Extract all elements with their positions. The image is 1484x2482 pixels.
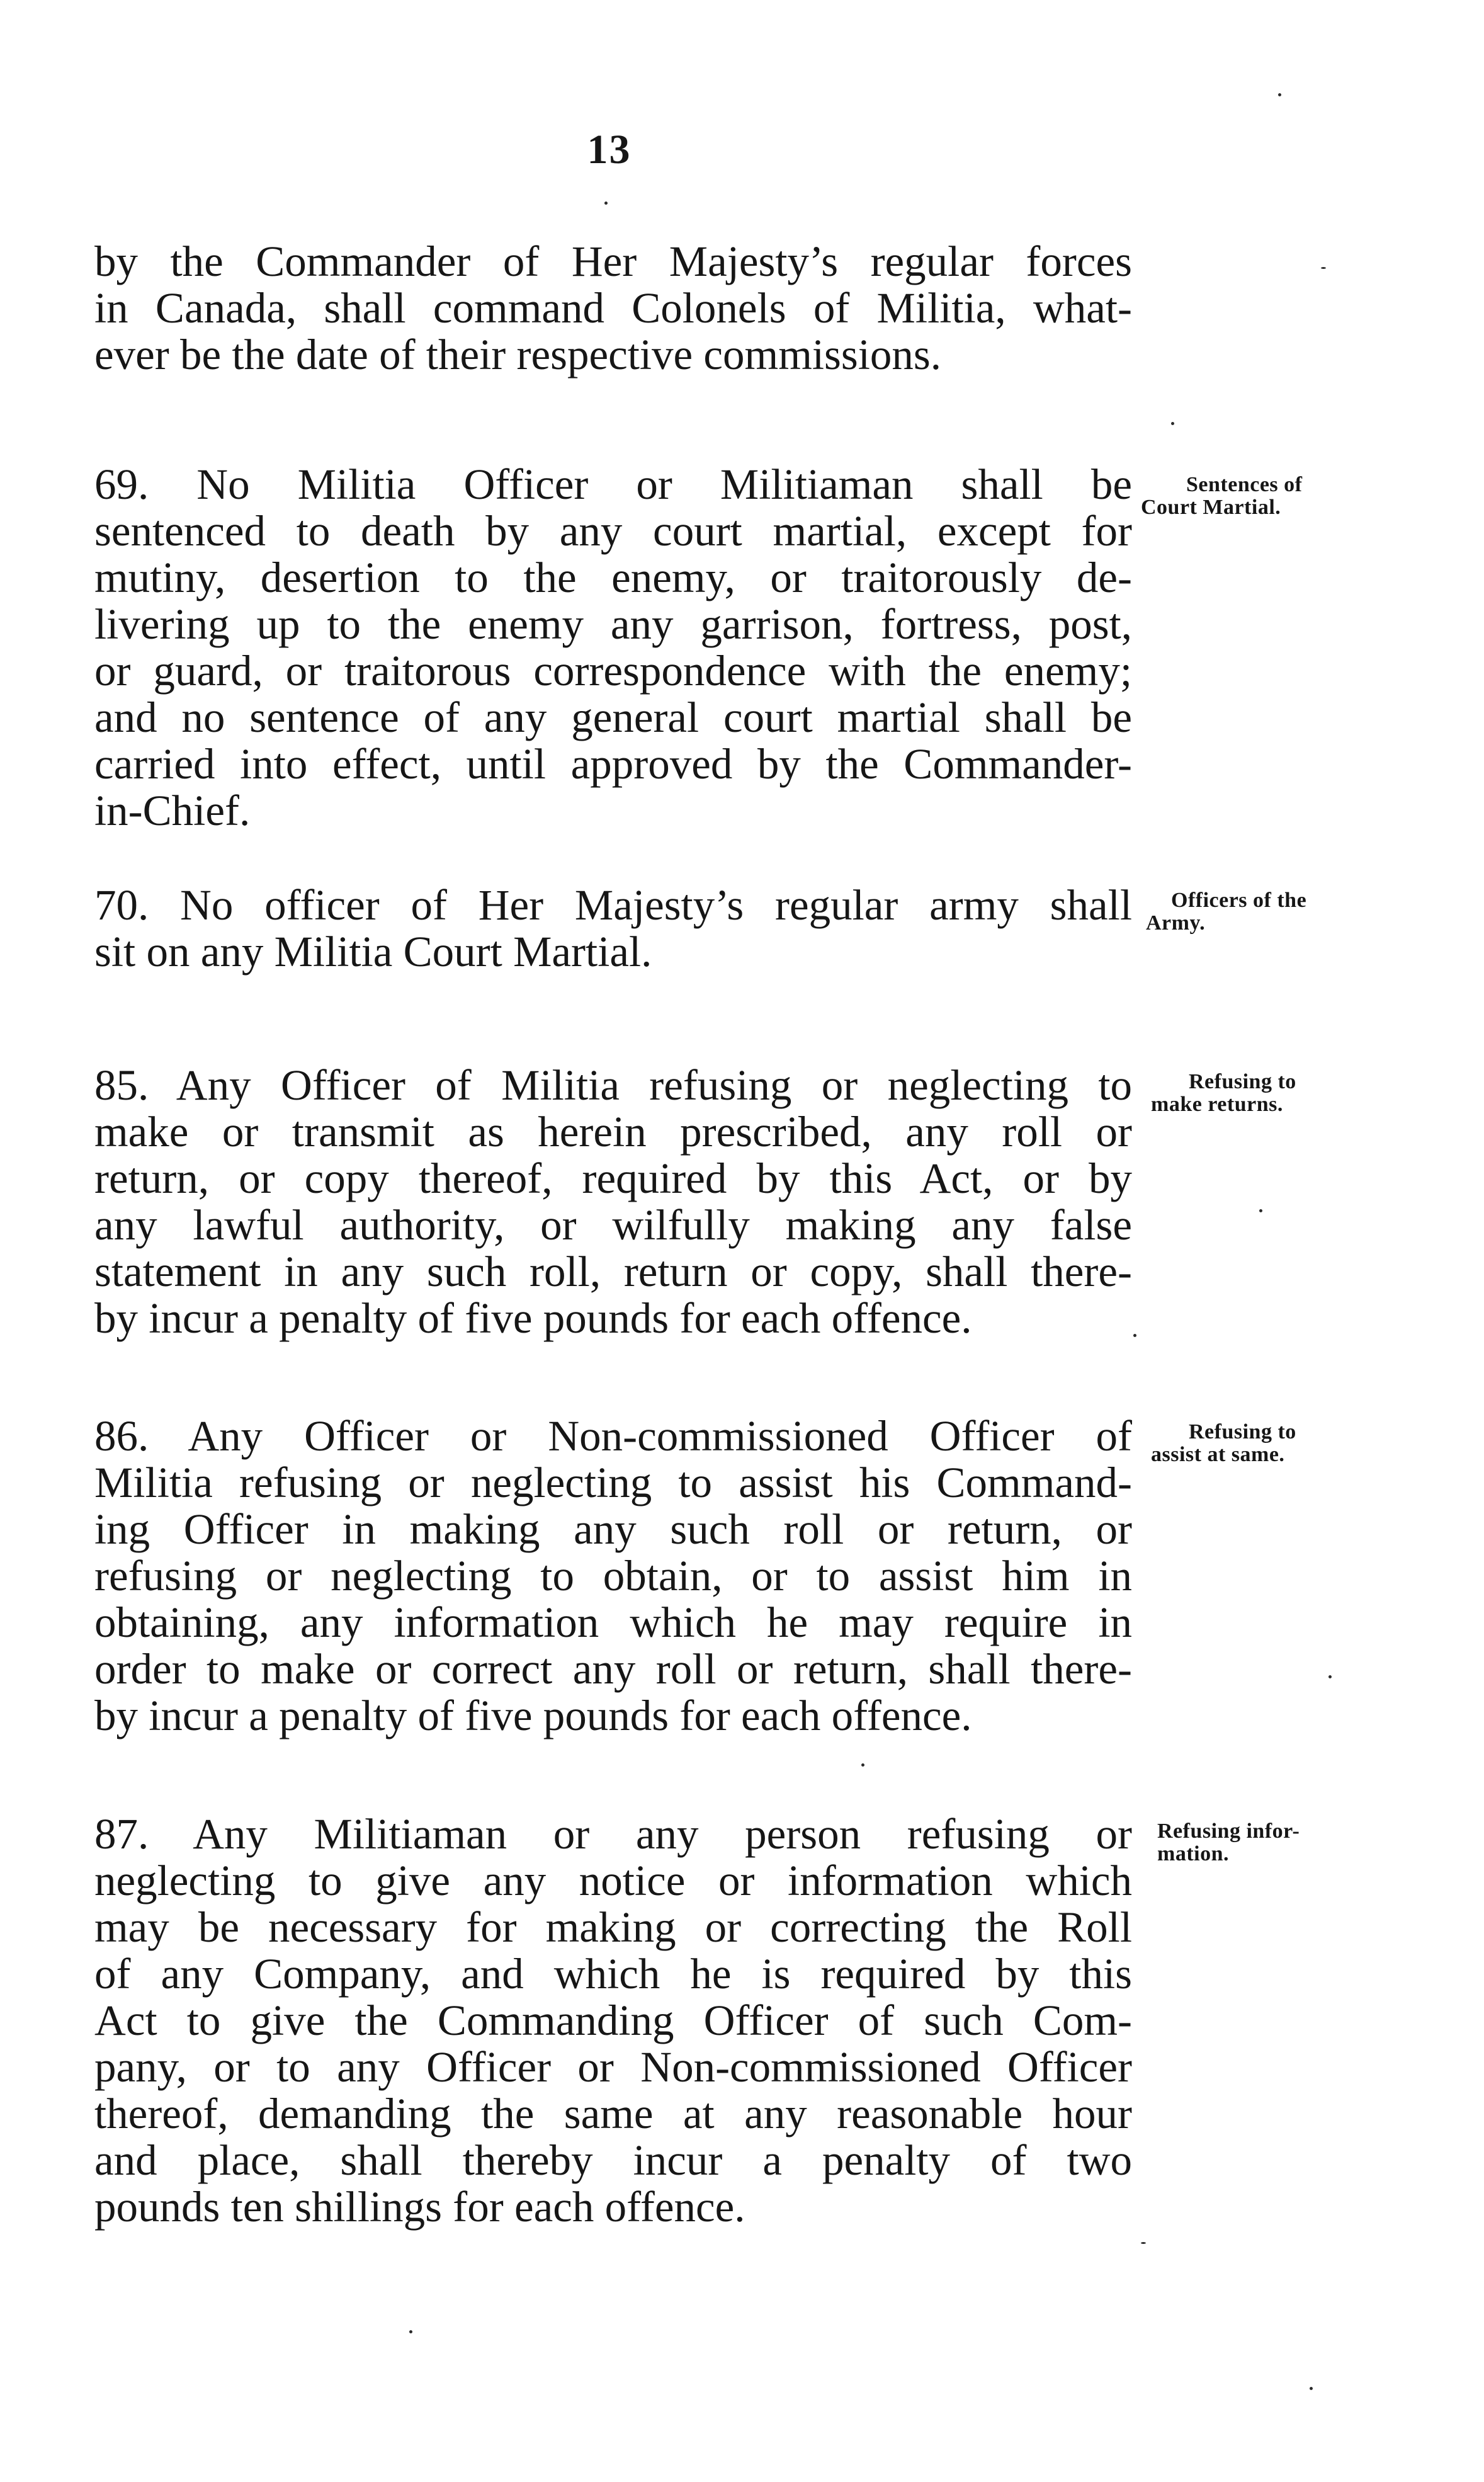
scan-speck bbox=[861, 1763, 864, 1767]
text-line: 87. Any Militiaman or any person refusing or bbox=[94, 1810, 1132, 1858]
paragraph-section-70 bbox=[94, 882, 1132, 975]
text-line: statement in any such roll, return or copy, shall there- bbox=[94, 1248, 1132, 1295]
margin-note-line: Officers of the bbox=[1171, 889, 1307, 912]
text-line: by incur a penalty of five pounds for each offence. bbox=[94, 1294, 972, 1342]
paragraph-section-69 bbox=[94, 461, 1132, 834]
text-line: pounds ten shillings for each offence. bbox=[94, 2183, 745, 2231]
paragraph-section-86 bbox=[94, 1413, 1132, 1739]
margin-note-line: Court Martial. bbox=[1141, 496, 1281, 519]
text-line: or guard, or traitorous correspondence with the enemy; bbox=[94, 647, 1132, 695]
scan-speck bbox=[1171, 422, 1174, 425]
text-line: order to make or correct any roll or return, shall there- bbox=[94, 1645, 1132, 1693]
scan-speck bbox=[1328, 1675, 1332, 1678]
margin-note-line: Refusing to bbox=[1189, 1420, 1296, 1443]
text-line: in-Chief. bbox=[94, 787, 251, 834]
scan-speck bbox=[1259, 1209, 1262, 1212]
text-line: in Canada, shall command Colonels of Militia, what- bbox=[94, 284, 1132, 332]
text-line: return, or copy thereof, required by this Act, or by bbox=[94, 1154, 1132, 1202]
scan-speck bbox=[1310, 2387, 1313, 2390]
scan-speck bbox=[1278, 93, 1281, 96]
text-line: sentenced to death by any court martial, except for bbox=[94, 507, 1132, 555]
text-line: Militia refusing or neglecting to assist his Command- bbox=[94, 1459, 1132, 1506]
text-line: mutiny, desertion to the enemy, or traitorously de- bbox=[94, 554, 1132, 601]
text-line: neglecting to give any notice or information which bbox=[94, 1857, 1132, 1904]
margin-note-line: Army. bbox=[1146, 911, 1206, 935]
margin-note-refusing-assist bbox=[1151, 1421, 1296, 1466]
paragraph-section-85 bbox=[94, 1062, 1132, 1341]
text-line: carried into effect, until approved by the Commander- bbox=[94, 740, 1132, 788]
scan-speck bbox=[1321, 267, 1326, 269]
text-line: obtaining, any information which he may require in bbox=[94, 1598, 1132, 1646]
scan-speck bbox=[1141, 2242, 1146, 2244]
margin-note-officers-of-army bbox=[1146, 889, 1306, 935]
text-line: and no sentence of any general court martial shall be bbox=[94, 693, 1132, 741]
text-line: 86. Any Officer or Non-commissioned Officer of bbox=[94, 1412, 1132, 1460]
scan-speck bbox=[1133, 1334, 1136, 1337]
paragraph-section-87 bbox=[94, 1811, 1132, 2230]
page-number: 13 bbox=[587, 127, 632, 173]
paragraph-continuation bbox=[94, 238, 1132, 378]
scan-speck bbox=[604, 202, 608, 205]
text-line: any lawful authority, or wilfully making any false bbox=[94, 1201, 1132, 1249]
text-line: sit on any Militia Court Martial. bbox=[94, 928, 652, 976]
text-line: Act to give the Commanding Officer of such Com- bbox=[94, 1996, 1132, 2044]
text-line: ever be the date of their respective commissions. bbox=[94, 331, 942, 379]
margin-note-refusing-returns bbox=[1151, 1071, 1296, 1116]
text-line: ing Officer in making any such roll or return, or bbox=[94, 1505, 1132, 1553]
margin-note-sentences bbox=[1141, 474, 1302, 519]
margin-note-line: mation. bbox=[1157, 1842, 1229, 1865]
margin-note-line: Refusing infor- bbox=[1157, 1819, 1300, 1843]
text-line: 69. No Militia Officer or Militiaman shall be bbox=[94, 460, 1132, 508]
text-line: by the Commander of Her Majesty’s regular forces bbox=[94, 237, 1132, 285]
scan-speck bbox=[409, 2330, 412, 2333]
margin-note-line: Sentences of bbox=[1186, 473, 1303, 496]
text-line: and place, shall thereby incur a penalty of two bbox=[94, 2136, 1132, 2184]
text-line: thereof, demanding the same at any reasonable hour bbox=[94, 2090, 1132, 2138]
text-line: by incur a penalty of five pounds for each offence. bbox=[94, 1692, 972, 1739]
text-line: livering up to the enemy any garrison, fortress, post, bbox=[94, 600, 1132, 648]
text-line: 70. No officer of Her Majesty’s regular army shall bbox=[94, 881, 1132, 929]
margin-note-line: Refusing to bbox=[1189, 1070, 1296, 1093]
text-line: pany, or to any Officer or Non-commissioned Officer bbox=[94, 2043, 1132, 2091]
text-line: of any Company, and which he is required by this bbox=[94, 1950, 1132, 1998]
text-line: make or transmit as herein prescribed, any roll or bbox=[94, 1108, 1132, 1156]
margin-note-line: assist at same. bbox=[1151, 1443, 1285, 1466]
margin-note-line: make returns. bbox=[1151, 1093, 1283, 1116]
margin-note-refusing-information bbox=[1157, 1820, 1300, 1865]
text-line: may be necessary for making or correcting the Roll bbox=[94, 1903, 1132, 1951]
text-line: 85. Any Officer of Militia refusing or neglecting to bbox=[94, 1061, 1132, 1109]
text-line: refusing or neglecting to obtain, or to assist him in bbox=[94, 1552, 1132, 1600]
